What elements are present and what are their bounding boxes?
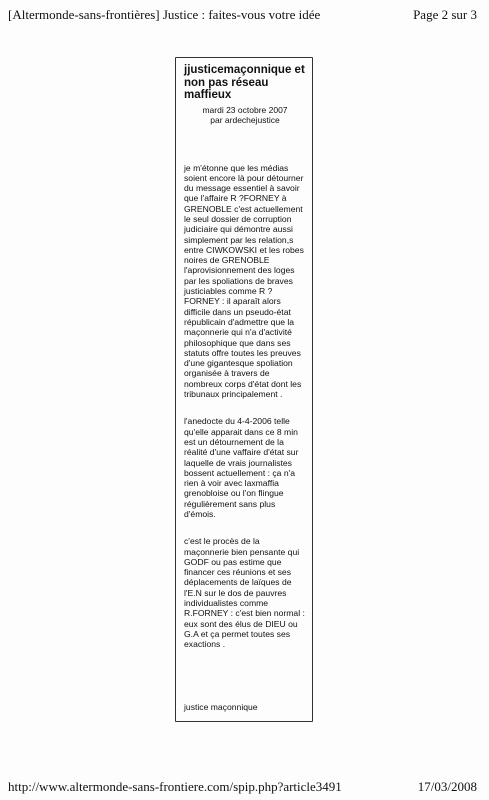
article-date: mardi 23 octobre 2007: [202, 104, 288, 115]
article-paragraph-1: je m'étonne que les médias soient encore là pour détourner du message essentiel à savoir que l'affaire R ?FORNEY à GRENOBLE c'est actuellement le seul dossier de corruption judiciaire qui démontre aussi simplement par les relation,s entre CIWKOWSKI et les robes noires de GRENOBLE l'aprovisionnement des loges par les spoliations de braves justiciables comme R ? FORNEY : il aparaît alors difficile dans un pseudo-état républicain d'admettre que la maçonnerie qui n'a d'activité philosophique que dans ses statuts offre toutes les preuves d'une gigantesque spoliation organisée à travers de nombreux corps d'état dont les tribunaux principalement .: [184, 162, 304, 400]
page-header-site-title: [Altermonde-sans-frontières] Justice : faites-vous votre idée: [8, 7, 321, 22]
article-signature: justice maçonnique: [184, 702, 258, 712]
article-author: par ardechejustice: [210, 114, 280, 125]
article-title: jjusticemaçonnique et non pas réseau maffieux: [184, 64, 305, 101]
footer-date: 17/03/2008: [417, 779, 477, 794]
article-paragraph-2: l'anedocte du 4-4-2006 telle qu'elle apparait dans ce 8 min est un détournement de la réalité d'une vaffaire d'état sur laquelle de vrais journalistes bossent actuellement : ça n'a rien à voir avec laxmaffia grenobloise ou l'on flingue régulièrement sans plus d'émois.: [184, 416, 299, 519]
article-box: [175, 57, 313, 722]
footer-url: http://www.altermonde-sans-frontiere.com/spip.php?article3491: [8, 779, 342, 794]
page-number: Page 2 sur 3: [413, 7, 477, 22]
article-paragraph-3: c'est le procès de la maçonnerie bien pensante qui GODF ou pas estime que financer ces réunions et ses déplacements de laïques de l'E.N sur le dos de pauvres individualistes comme R.FORNEY : c'est bien normal : eux sont des élus de DIEU ou G.A et ça permet toutes ses exactions .: [184, 536, 305, 650]
article-meta: [184, 105, 306, 125]
